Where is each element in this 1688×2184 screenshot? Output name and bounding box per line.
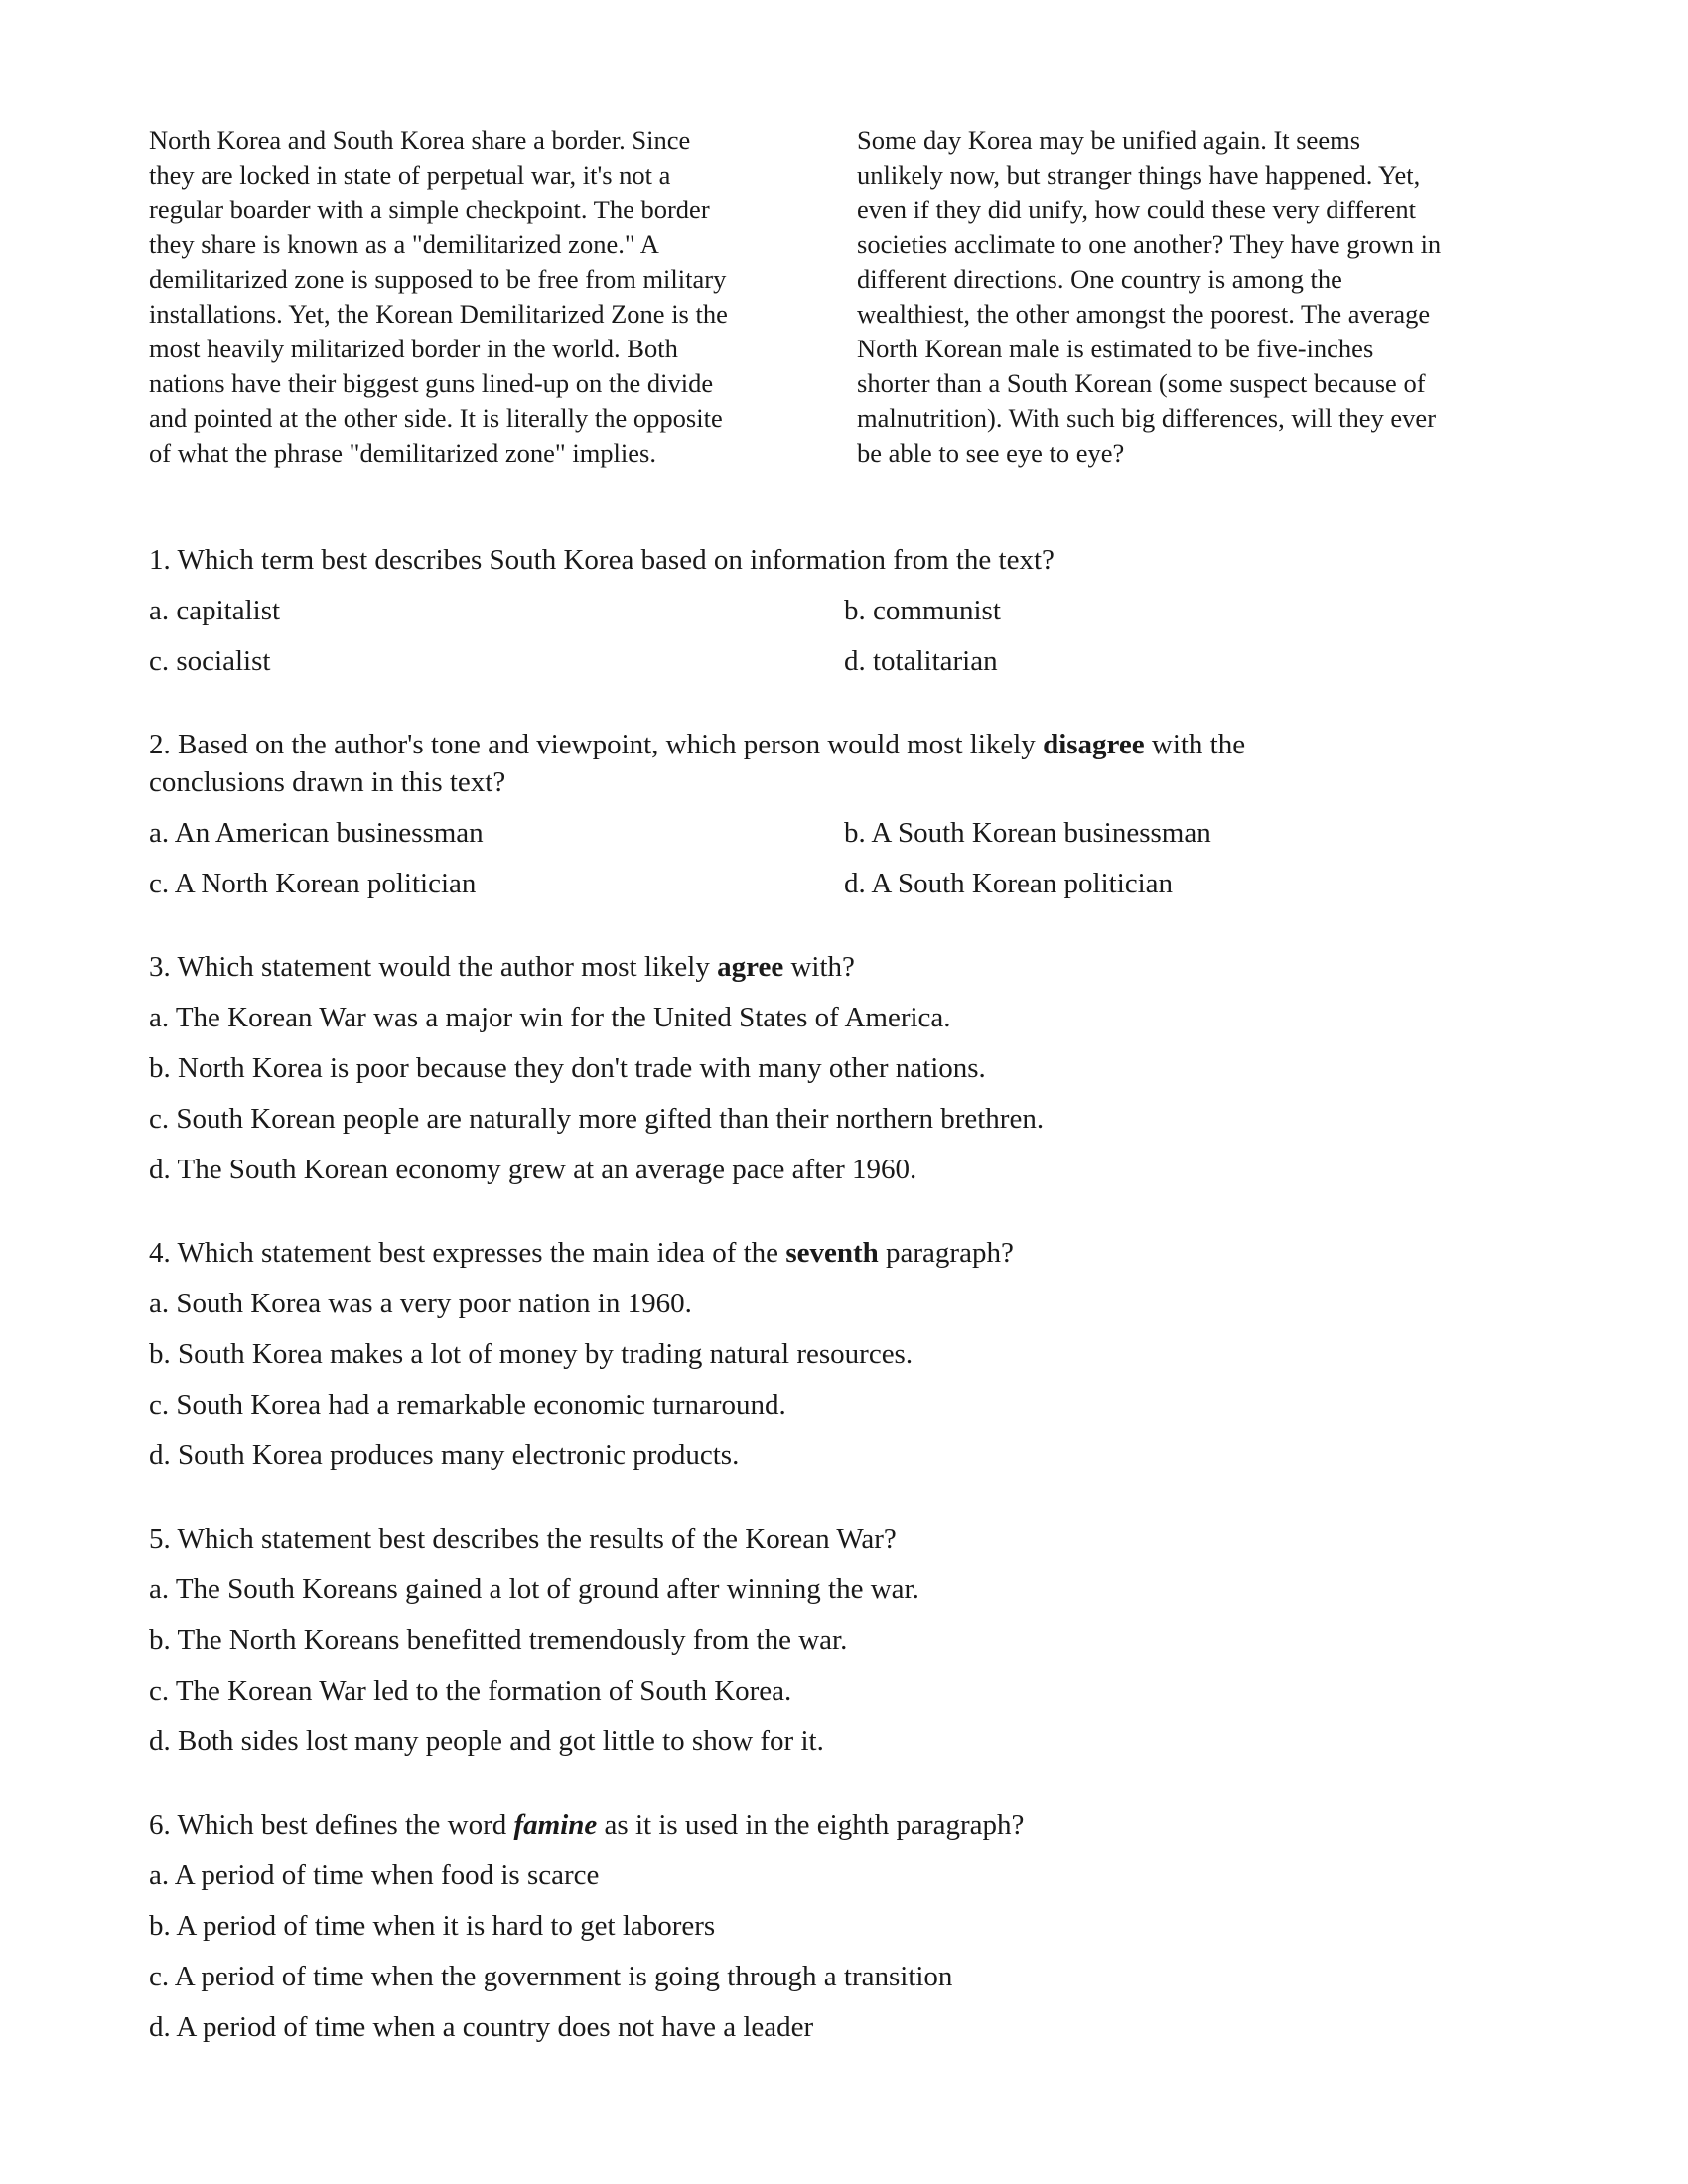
passage-line: nations have their biggest guns lined-up on the divide: [149, 368, 714, 398]
answer-option[interactable]: b. The North Koreans benefitted tremendously from the war.: [149, 1624, 848, 1656]
question-stem-line: [149, 726, 1559, 763]
stem-text: 6. Which best defines the word: [149, 1809, 514, 1841]
passage-line: even if they did unify, how could these very different: [857, 195, 1416, 224]
passage-line: unlikely now, but stranger things have happened. Yet,: [857, 160, 1421, 190]
question-stem-line: conclusions drawn in this text?: [149, 766, 506, 798]
answer-option[interactable]: c. South Korea had a remarkable economic turnaround.: [149, 1389, 786, 1421]
answer-option[interactable]: a. South Korea was a very poor nation in 1960.: [149, 1288, 692, 1319]
answer-option[interactable]: a. capitalist: [149, 595, 281, 626]
question-2: [149, 726, 1559, 801]
stem-emphasis: seventh: [785, 1237, 879, 1269]
answer-option[interactable]: d. A South Korean politician: [844, 868, 1174, 899]
passage-line: demilitarized zone is supposed to be free from military: [149, 264, 727, 294]
passage-line: installations. Yet, the Korean Demilitarized Zone is the: [149, 299, 728, 329]
passage-line: different directions. One country is among the: [857, 264, 1342, 294]
answer-option[interactable]: b. South Korea makes a lot of money by trading natural resources.: [149, 1338, 914, 1370]
answer-option[interactable]: d. South Korea produces many electronic products.: [149, 1439, 740, 1471]
stem-emphasis: agree: [717, 951, 784, 983]
passage-line: they are locked in state of perpetual war, it's not a: [149, 160, 671, 190]
question-stem: [149, 1806, 1559, 1843]
answer-option[interactable]: a. The Korean War was a major win for the United States of America.: [149, 1002, 951, 1033]
answer-option[interactable]: d. totalitarian: [844, 645, 998, 677]
stem-text: with the: [1144, 729, 1246, 760]
answer-option[interactable]: a. A period of time when food is scarce: [149, 1859, 600, 1891]
answer-option[interactable]: b. communist: [844, 595, 1001, 626]
question-stem: [149, 948, 1559, 986]
stem-text: 2. Based on the author's tone and viewpoint, which person would most likely: [149, 729, 1044, 760]
answer-option[interactable]: b. North Korea is poor because they don't trade with many other nations.: [149, 1052, 986, 1084]
stem-text: 3. Which statement would the author most likely: [149, 951, 718, 983]
stem-text: paragraph?: [878, 1237, 1014, 1269]
question-5: [149, 1520, 1559, 1558]
answer-option[interactable]: c. A period of time when the government is going through a transition: [149, 1961, 953, 1992]
passage-line: and pointed at the other side. It is literally the opposite: [149, 403, 723, 433]
stem-emphasis: disagree: [1043, 729, 1145, 760]
answer-option[interactable]: b. A South Korean businessman: [844, 817, 1211, 849]
passage-line: shorter than a South Korean (some suspect because of: [857, 368, 1426, 398]
stem-emphasis: famine: [513, 1809, 598, 1841]
passage-line: regular boarder with a simple checkpoint. The border: [149, 195, 710, 224]
answer-option[interactable]: a. The South Koreans gained a lot of ground after winning the war.: [149, 1573, 919, 1605]
question-1: [149, 541, 1559, 579]
passage-line: wealthiest, the other amongst the poorest. The average: [857, 299, 1431, 329]
passage-line: malnutrition). With such big differences, will they ever: [857, 403, 1437, 433]
question-stem: 1. Which term best describes South Korea based on information from the text?: [149, 544, 1055, 576]
passage-line: Some day Korea may be unified again. It seems: [857, 125, 1361, 155]
question-stem: [149, 1234, 1559, 1272]
answer-option[interactable]: d. A period of time when a country does not have a leader: [149, 2011, 814, 2043]
stem-text: as it is used in the eighth paragraph?: [597, 1809, 1025, 1841]
answer-option[interactable]: a. An American businessman: [149, 817, 484, 849]
answer-option[interactable]: c. socialist: [149, 645, 271, 677]
question-6: [149, 1806, 1559, 1843]
question-stem: 5. Which statement best describes the results of the Korean War?: [149, 1523, 897, 1555]
question-4: [149, 1234, 1559, 1272]
answer-option[interactable]: d. Both sides lost many people and got little to show for it.: [149, 1725, 824, 1757]
question-stem: [149, 726, 1559, 801]
answer-option[interactable]: c. A North Korean politician: [149, 868, 477, 899]
stem-text: with?: [783, 951, 855, 983]
passage-right-column: [857, 123, 1542, 471]
passage-line: of what the phrase "demilitarized zone" implies.: [149, 438, 656, 468]
answer-option[interactable]: b. A period of time when it is hard to get laborers: [149, 1910, 716, 1942]
passage-columns: [149, 123, 1539, 480]
passage-line: be able to see eye to eye?: [857, 438, 1125, 468]
stem-text: 4. Which statement best expresses the main idea of the: [149, 1237, 786, 1269]
passage-line: they share is known as a "demilitarized zone." A: [149, 229, 659, 259]
answer-option[interactable]: d. The South Korean economy grew at an average pace after 1960.: [149, 1154, 917, 1185]
answer-option[interactable]: c. South Korean people are naturally more gifted than their northern brethren.: [149, 1103, 1045, 1135]
answer-option[interactable]: c. The Korean War led to the formation of South Korea.: [149, 1675, 792, 1706]
passage-line: societies acclimate to one another? They have grown in: [857, 229, 1442, 259]
passage-line: most heavily militarized border in the world. Both: [149, 334, 678, 363]
passage-left-column: [149, 123, 844, 471]
passage-line: North Korean male is estimated to be five-inches: [857, 334, 1374, 363]
passage-line: North Korea and South Korea share a border. Since: [149, 125, 691, 155]
question-3: [149, 948, 1559, 986]
